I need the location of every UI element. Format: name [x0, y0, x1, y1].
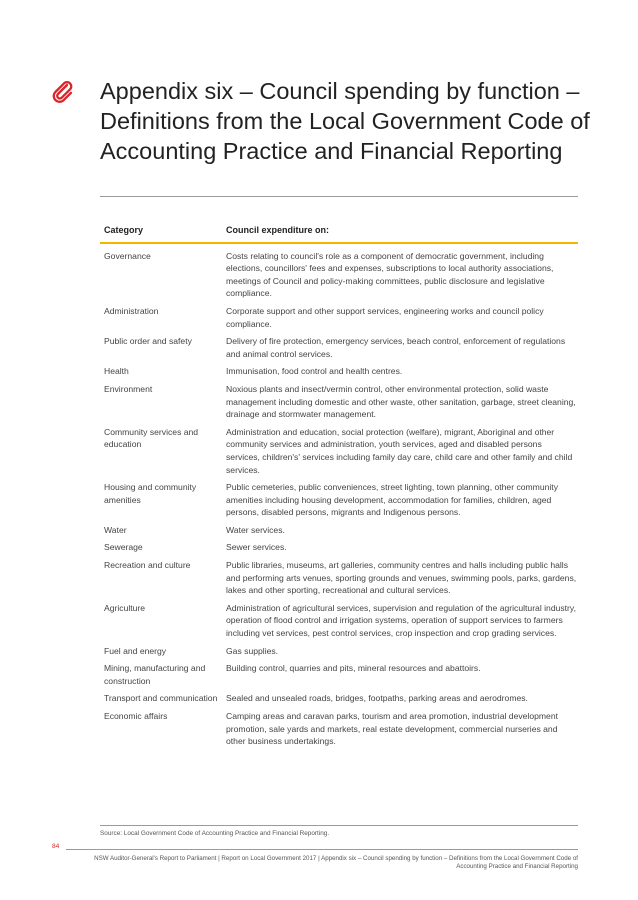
table-row [100, 602, 578, 645]
definition-cell: Camping areas and caravan parks, tourism and area promotion, industrial development promotion, sale yards and markets, real estate development, commercial nurseries and other business undertakings. [226, 711, 558, 747]
category-cell: Housing and community amenities [104, 482, 197, 505]
table-row [100, 692, 578, 710]
definition-cell: Public libraries, museums, art galleries, community centres and halls including public halls and performing arts venues, sporting grounds and venues, swimming pools, parks, gardens, lakes and other sporting, recreational and cultural services. [226, 560, 577, 596]
definition-cell: Public cemeteries, public conveniences, street lighting, town planning, other community amenities including housing development, accommodation for families, children, aged persons, disabled persons, migrants and Indigenous persons. [226, 482, 558, 518]
category-cell: Governance [104, 250, 151, 261]
definition-cell: Delivery of fire protection, emergency services, beach control, enforcement of regulations and animal control services. [226, 336, 566, 359]
running-footer: NSW Auditor-General's Report to Parliament | Report on Local Government 2017 | Appendix six – Council spending by function – Definitions from the Local Government Code of Accounting Practice and Financial Reporting [94, 855, 578, 871]
definition-cell: Administration and education, social protection (welfare), migrant, Aboriginal and other community services and administration, youth services, aged and disabled persons services, children's' services including family day care, child care and other family and child services. [226, 426, 573, 475]
table-bottom-divider [100, 825, 578, 826]
page-number: 84 [52, 843, 60, 850]
definition-cell: Noxious plants and insect/vermin control, other environmental protection, solid waste management including domestic and other waste, other sanitation, garbage, street cleaning, drainage and stormwater management. [226, 383, 576, 420]
category-cell: Administration [104, 305, 159, 316]
category-cell: Mining, manufacturing and construction [104, 663, 206, 686]
definition-cell: Building control, quarries and pits, mineral resources and abattoirs. [226, 663, 481, 674]
category-cell: Community services and education [104, 426, 199, 450]
page-title: Appendix six – Council spending by function – Definitions from the Local Government Code of Accounting Practice and Financial Reporting [100, 78, 590, 164]
category-cell: Fuel and energy [104, 645, 167, 656]
table-row [100, 243, 578, 305]
table-row [100, 541, 578, 559]
column-header-expenditure: Council expenditure on: [224, 224, 578, 243]
column-header-category: Category [100, 224, 224, 243]
category-cell: Health [104, 366, 129, 377]
category-cell: Recreation and culture [104, 560, 191, 571]
category-cell: Transport and communication [104, 693, 218, 704]
definition-cell: Administration of agricultural services, supervision and regulation of the agricultural industry, operation of flood control and irrigation systems, operation of support services to farmers including vet services, pest control services, crop inspection and crop grading services. [226, 602, 576, 639]
table-source-note: Source: Local Government Code of Accounting Practice and Financial Reporting. [100, 830, 330, 837]
table-row [100, 481, 578, 524]
definition-cell: Immunisation, food control and health centres. [226, 366, 403, 377]
table-row [100, 645, 578, 663]
table-row [100, 426, 578, 481]
table-header-row [100, 224, 578, 243]
category-cell: Economic affairs [104, 711, 168, 721]
definition-cell: Sealed and unsealed roads, bridges, footpaths, parking areas and aerodromes. [226, 693, 528, 704]
definition-cell: Gas supplies. [226, 645, 279, 656]
table-row [100, 662, 578, 692]
table-row [100, 383, 578, 426]
category-cell: Agriculture [104, 602, 146, 613]
definition-cell: Sewer services. [226, 542, 287, 553]
definition-cell: Corporate support and other support services, engineering works and council policy compliance. [226, 305, 544, 329]
definition-cell: Costs relating to council's role as a component of democratic government, including elections, councillors' fees and expenses, subscriptions to local authority associations, meetings of Council and policy-making committees, public disclosure and legislative compliance. [226, 250, 554, 299]
spending-definitions-table [100, 224, 578, 750]
category-cell: Sewerage [104, 542, 143, 553]
table-row [100, 365, 578, 383]
category-cell: Public order and safety [104, 336, 192, 347]
category-cell: Environment [104, 383, 153, 394]
table-row [100, 335, 578, 365]
category-cell: Water [104, 524, 127, 535]
paperclip-icon [52, 80, 74, 104]
table-row [100, 305, 578, 335]
title-divider [100, 196, 578, 197]
table-row [100, 710, 578, 750]
table-row [100, 524, 578, 542]
footer-divider [66, 849, 578, 850]
table-row [100, 559, 578, 602]
definition-cell: Water services. [226, 524, 285, 535]
